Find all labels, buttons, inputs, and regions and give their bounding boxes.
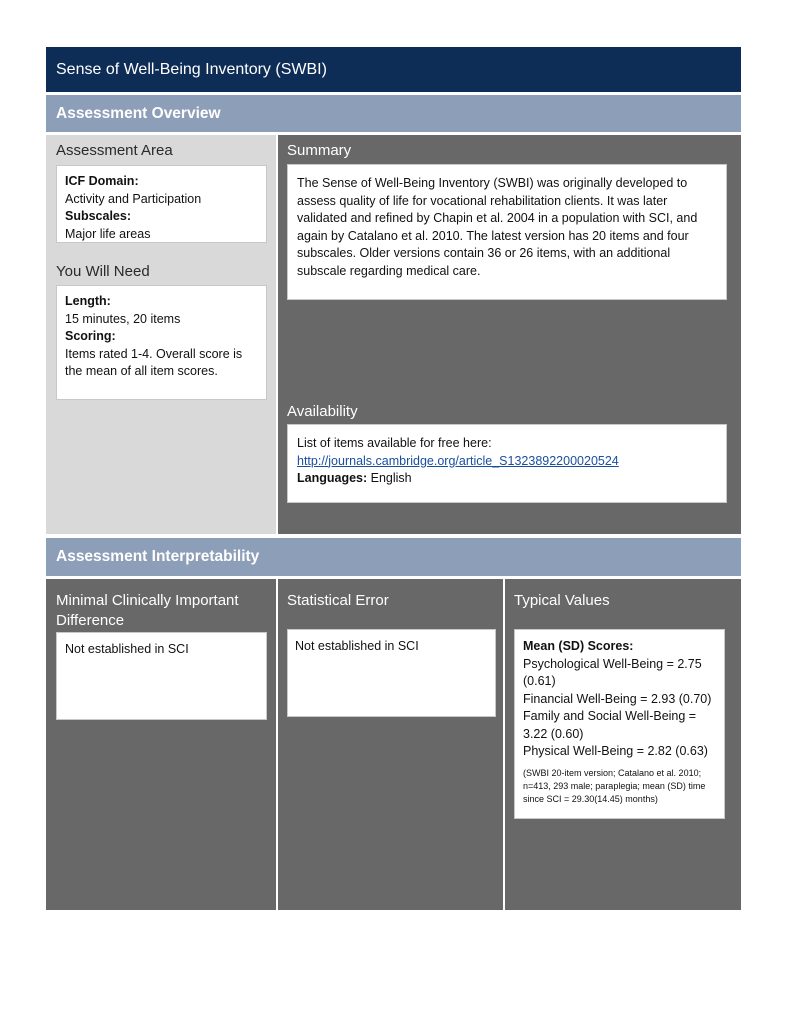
summary-heading: Summary (287, 142, 352, 159)
summary-box (287, 164, 727, 300)
typical-values-note: (SWBI 20-item version; Catalano et al. 2010; n=413, 293 male; paraplegia; mean (SD) time since SCI = 29.30(14.45) months) (523, 767, 706, 804)
statistical-error-text: Not established in SCI (295, 639, 419, 653)
scoring-value: Items rated 1-4. Overall score is the mean of all item scores. (65, 346, 243, 378)
score-line: Physical Well-Being = 2.82 (0.63) (523, 744, 708, 758)
mcid-box (56, 632, 267, 720)
languages-value: English (370, 471, 412, 485)
typical-values-heading: Typical Values (514, 592, 610, 609)
mcid-heading: Minimal Clinically Important Difference (56, 592, 239, 629)
mean-scores-label: Mean (SD) Scores: (523, 639, 634, 653)
interpretability-section-header (46, 538, 741, 576)
mcid-text: Not established in SCI (65, 642, 189, 656)
items-link[interactable]: http://journals.cambridge.org/article_S1323892200020524 (297, 453, 619, 468)
summary-text: The Sense of Well-Being Inventory (SWBI) was originally developed to assess quality of life for vocational rehabilitation clients. It was later validated and refined by Chapin et al. 2004 in a population with SCI, and again by Catalano et al. 2010. The latest version has 20 items and four subscales. Older versions contain 36 or 26 items, with an additional subscale regarding medical care. (297, 176, 698, 278)
length-value: 15 minutes, 20 items (65, 311, 181, 326)
languages-label: Languages: (297, 471, 368, 485)
icf-domain-value: Activity and Participation (65, 191, 202, 206)
statistical-error-box (287, 629, 496, 717)
you-will-need-heading: You Will Need (56, 263, 150, 280)
score-line: Family and Social Well-Being = 3.22 (0.60) (523, 709, 697, 741)
interpretability-heading: Assessment Interpretability (56, 548, 260, 565)
statistical-error-heading: Statistical Error (287, 592, 389, 609)
score-line: Psychological Well-Being = 2.75 (0.61) (523, 656, 702, 688)
assessment-area-box (56, 165, 267, 243)
scoring-label: Scoring: (65, 329, 116, 343)
overview-section-header (46, 95, 741, 132)
score-line: Financial Well-Being = 2.93 (0.70) (523, 691, 712, 706)
overview-heading: Assessment Overview (56, 104, 221, 122)
subscales-value: Major life areas (65, 226, 151, 241)
availability-box (287, 424, 727, 503)
assessment-area-heading: Assessment Area (56, 142, 173, 159)
typical-values-box (514, 629, 725, 819)
availability-intro: List of items available for free here: (297, 436, 492, 450)
availability-heading: Availability (287, 403, 358, 420)
length-label: Length: (65, 294, 111, 308)
icf-domain-label: ICF Domain: (65, 174, 139, 188)
subscales-label: Subscales: (65, 209, 132, 223)
document-title: Sense of Well-Being Inventory (SWBI) (46, 47, 741, 92)
you-will-need-box (56, 285, 267, 400)
